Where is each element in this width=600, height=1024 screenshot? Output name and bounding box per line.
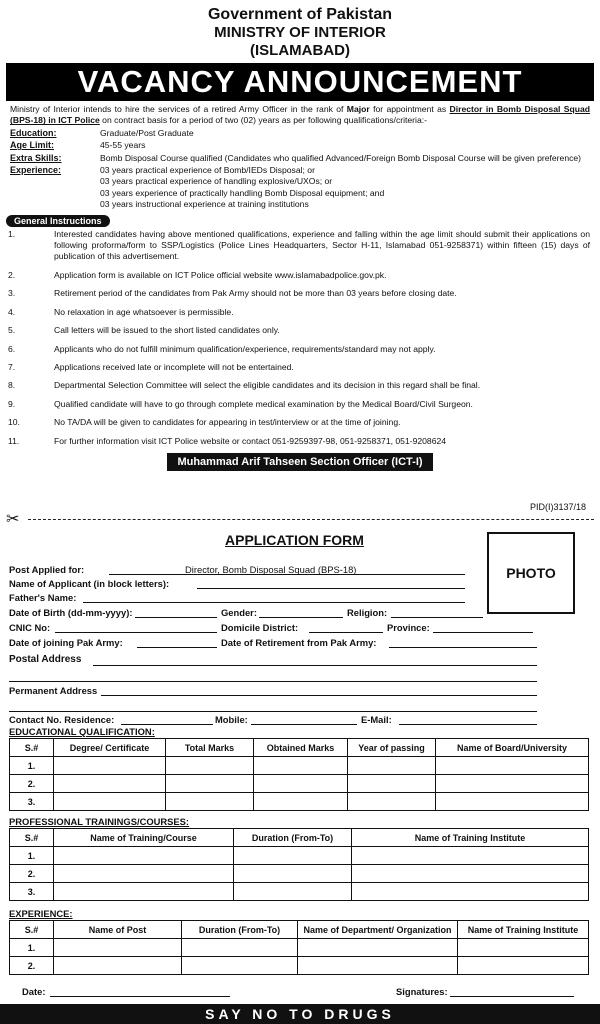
table-cell[interactable] bbox=[54, 939, 182, 957]
instruction-item bbox=[8, 362, 590, 373]
table-cell[interactable] bbox=[254, 757, 348, 775]
instruction-item bbox=[8, 288, 590, 299]
row-number: 2. bbox=[10, 865, 54, 883]
dob-field[interactable] bbox=[135, 608, 217, 618]
photo-box bbox=[487, 532, 575, 614]
signatures-field[interactable] bbox=[450, 987, 574, 997]
column-header: S.# bbox=[10, 829, 54, 847]
instructions-list bbox=[0, 229, 600, 447]
contact-field[interactable] bbox=[121, 715, 213, 725]
qualification-row bbox=[10, 128, 590, 139]
signatures-label: Signatures: bbox=[396, 986, 448, 997]
header-city: (ISLAMABAD) bbox=[250, 42, 350, 59]
intro-text-3: on contract basis for a period of two (02) years as per following qualifications/criteria:- bbox=[99, 115, 427, 126]
table-header-row bbox=[10, 739, 589, 757]
column-header: Name of Board/University bbox=[436, 739, 589, 757]
general-instructions-title: General Instructions bbox=[6, 215, 110, 227]
gender-field[interactable] bbox=[259, 608, 343, 618]
table-cell[interactable] bbox=[234, 865, 352, 883]
table-cell[interactable] bbox=[166, 793, 254, 811]
domicile-label: Domicile District: bbox=[221, 622, 299, 633]
gender-label: Gender: bbox=[221, 607, 257, 618]
trainings-title: PROFESSIONAL TRAININGS/COURSES: bbox=[9, 816, 190, 827]
religion-field[interactable] bbox=[391, 608, 483, 618]
table-cell[interactable] bbox=[166, 775, 254, 793]
cnic-field[interactable] bbox=[55, 623, 217, 633]
instruction-number: 10. bbox=[8, 417, 20, 428]
instruction-text: For further information visit ICT Police website or contact 051-9259397-98, 051-9258371, 051-9208624 bbox=[54, 435, 447, 446]
table-cell[interactable] bbox=[182, 957, 298, 975]
qualification-value: 45-55 years bbox=[100, 140, 146, 151]
post-value: Director, Bomb Disposal Squad (BPS-18) bbox=[185, 564, 357, 575]
instruction-text: Application form is available on ICT Police official website www.islamabadpolice.gov.pk. bbox=[54, 269, 387, 280]
instruction-text: Departmental Selection Committee will select the eligible candidates and its decision in this regard shall be final. bbox=[54, 380, 481, 391]
column-header: Degree/ Certificate bbox=[54, 739, 166, 757]
instruction-text: Interested candidates having above mentioned qualifications, experience and falling within the age limit should submit their applications on following proforma/form to SSP/Logistics (Police Lines Headquarters, Sector H-11, Islamabad 051-9258371) within fifteen (15) days of publication of this advertisement. bbox=[54, 228, 590, 262]
table-row bbox=[10, 865, 589, 883]
table-row bbox=[10, 957, 589, 975]
instruction-item bbox=[8, 380, 590, 391]
table-cell[interactable] bbox=[54, 793, 166, 811]
column-header: Name of Training/Course bbox=[54, 829, 234, 847]
table-cell[interactable] bbox=[458, 957, 589, 975]
table-cell[interactable] bbox=[348, 775, 436, 793]
table-cell[interactable] bbox=[298, 957, 458, 975]
postal-address-field[interactable] bbox=[93, 656, 537, 666]
instruction-number: 6. bbox=[8, 343, 16, 354]
table-row bbox=[10, 775, 589, 793]
instruction-text: Applications received late or incomplete will not be entertained. bbox=[54, 361, 294, 372]
table-cell[interactable] bbox=[54, 957, 182, 975]
pid-number: PID(I)3137/18 bbox=[529, 502, 586, 512]
mobile-label: Mobile: bbox=[215, 714, 248, 725]
dashed-divider bbox=[28, 519, 594, 520]
instruction-number: 8. bbox=[8, 380, 16, 391]
header-government: Government of Pakistan bbox=[207, 6, 393, 23]
intro-text-2: for appointment as bbox=[369, 104, 450, 114]
instruction-item bbox=[8, 325, 590, 336]
applicant-name-field[interactable] bbox=[197, 579, 465, 589]
column-header: Name of Training Institute bbox=[458, 921, 589, 939]
email-label: E-Mail: bbox=[361, 714, 392, 725]
qualification-key: Experience: bbox=[10, 165, 62, 176]
intro-text-1: Ministry of Interior intends to hire the services of a retired Army Officer in the rank of bbox=[10, 104, 347, 114]
experience-table bbox=[9, 920, 589, 975]
table-cell[interactable] bbox=[234, 847, 352, 865]
retirement-date-label: Date of Retirement from Pak Army: bbox=[221, 637, 377, 648]
date-label: Date: bbox=[22, 986, 46, 997]
instruction-item bbox=[8, 344, 590, 355]
instruction-text: Qualified candidate will have to go through complete medical examination by the Medical Board/Civil Surgeon. bbox=[54, 398, 473, 409]
trainings-table bbox=[9, 828, 589, 901]
table-cell[interactable] bbox=[182, 939, 298, 957]
table-cell[interactable] bbox=[54, 775, 166, 793]
qualification-key: Education: bbox=[10, 127, 57, 138]
table-header-row bbox=[10, 921, 589, 939]
dob-label: Date of Birth (dd-mm-yyyy): bbox=[9, 607, 133, 618]
postal-address-label: Postal Address bbox=[9, 654, 82, 665]
post-label: Post Applied for: bbox=[9, 564, 85, 575]
say-no-to-drugs-footer: SAY NO TO DRUGS bbox=[0, 1004, 600, 1024]
domicile-field[interactable] bbox=[309, 623, 383, 633]
row-number: 3. bbox=[10, 883, 54, 901]
column-header: Duration (From-To) bbox=[234, 829, 352, 847]
column-header: Name of Post bbox=[54, 921, 182, 939]
education-table bbox=[9, 738, 589, 811]
table-row bbox=[10, 847, 589, 865]
joining-date-field[interactable] bbox=[137, 638, 217, 648]
column-header: Duration (From-To) bbox=[182, 921, 298, 939]
table-cell[interactable] bbox=[348, 757, 436, 775]
intro-paragraph bbox=[0, 104, 600, 127]
instruction-item bbox=[8, 436, 590, 447]
application-form-title: APPLICATION FORM bbox=[225, 532, 364, 548]
column-header: Name of Department/ Organization bbox=[298, 921, 458, 939]
table-row bbox=[10, 793, 589, 811]
instruction-item bbox=[8, 229, 590, 263]
table-header-row bbox=[10, 829, 589, 847]
table-row bbox=[10, 939, 589, 957]
row-number: 1. bbox=[10, 757, 54, 775]
table-cell[interactable] bbox=[54, 865, 234, 883]
province-field[interactable] bbox=[433, 623, 533, 633]
date-field[interactable] bbox=[50, 987, 230, 997]
mobile-field[interactable] bbox=[251, 715, 357, 725]
instruction-item bbox=[8, 399, 590, 410]
table-cell[interactable] bbox=[352, 883, 589, 901]
table-cell[interactable] bbox=[436, 775, 589, 793]
instruction-text: Applicants who do not fulfill minimum qualification/experience, requirements/standard may not apply. bbox=[54, 343, 436, 354]
qualification-key: Age Limit: bbox=[10, 140, 54, 151]
permanent-address-field[interactable] bbox=[101, 686, 537, 696]
instruction-number: 3. bbox=[8, 288, 16, 299]
instruction-number: 7. bbox=[8, 361, 16, 372]
row-number: 1. bbox=[10, 939, 54, 957]
table-cell[interactable] bbox=[348, 793, 436, 811]
table-row bbox=[10, 757, 589, 775]
table-cell[interactable] bbox=[234, 883, 352, 901]
instruction-number: 9. bbox=[8, 398, 16, 409]
vacancy-banner: VACANCY ANNOUNCEMENT bbox=[6, 63, 594, 101]
table-cell[interactable] bbox=[54, 757, 166, 775]
educational-qualification-title: EDUCATIONAL QUALIFICATION: bbox=[9, 726, 155, 737]
scissors-icon: ✂ bbox=[6, 511, 20, 528]
table-cell[interactable] bbox=[436, 757, 589, 775]
province-label: Province: bbox=[387, 622, 430, 633]
intro-rank: Major bbox=[346, 104, 370, 114]
instruction-text: No TA/DA will be given to candidates for appearing in test/interview or at the time of joining. bbox=[54, 417, 401, 428]
instruction-number: 2. bbox=[8, 269, 16, 280]
retirement-date-field[interactable] bbox=[389, 638, 537, 648]
father-name-field[interactable] bbox=[83, 593, 465, 603]
religion-label: Religion: bbox=[347, 607, 388, 618]
instruction-number: 1. bbox=[8, 228, 16, 239]
row-number: 2. bbox=[10, 957, 54, 975]
permanent-address-field-2[interactable] bbox=[9, 702, 537, 712]
qualification-row bbox=[10, 140, 590, 151]
column-header: S.# bbox=[10, 739, 54, 757]
column-header: Total Marks bbox=[166, 739, 254, 757]
table-cell[interactable] bbox=[352, 847, 589, 865]
cut-line bbox=[6, 512, 594, 526]
qualification-row bbox=[10, 153, 590, 164]
table-cell[interactable] bbox=[54, 847, 234, 865]
qualification-value: 03 years practical experience of Bomb/IEDs Disposal; or 03 years practical experience of handling explosive/UXOs; or 03 years experience of practically handling Bomb Disposal equipment; and 03 years instructional experience at training institutions bbox=[100, 165, 385, 210]
instruction-item bbox=[8, 307, 590, 318]
column-header: S.# bbox=[10, 921, 54, 939]
instruction-number: 11. bbox=[8, 435, 20, 446]
table-cell[interactable] bbox=[352, 865, 589, 883]
qualification-row bbox=[10, 165, 590, 211]
qualification-value: Graduate/Post Graduate bbox=[100, 127, 194, 138]
experience-title: EXPERIENCE: bbox=[9, 908, 73, 919]
table-cell[interactable] bbox=[436, 793, 589, 811]
table-cell[interactable] bbox=[298, 939, 458, 957]
instruction-text: No relaxation in age whatsoever is permissible. bbox=[54, 306, 234, 317]
email-field[interactable] bbox=[399, 715, 537, 725]
row-number: 1. bbox=[10, 847, 54, 865]
table-cell[interactable] bbox=[166, 757, 254, 775]
instruction-item bbox=[8, 270, 590, 281]
column-header: Year of passing bbox=[348, 739, 436, 757]
table-cell[interactable] bbox=[54, 883, 234, 901]
instruction-text: Retirement period of the candidates from Pak Army should not be more than 03 years before closing date. bbox=[54, 288, 457, 299]
instruction-number: 4. bbox=[8, 306, 16, 317]
photo-label: PHOTO bbox=[506, 565, 556, 581]
table-cell[interactable] bbox=[458, 939, 589, 957]
qualification-key: Extra Skills: bbox=[10, 152, 62, 163]
cnic-label: CNIC No: bbox=[9, 622, 51, 633]
table-cell[interactable] bbox=[254, 793, 348, 811]
instruction-number: 5. bbox=[8, 325, 16, 336]
instruction-text: Call letters will be issued to the short listed candidates only. bbox=[54, 325, 280, 336]
row-number: 2. bbox=[10, 775, 54, 793]
father-name-label: Father's Name: bbox=[9, 592, 77, 603]
table-cell[interactable] bbox=[254, 775, 348, 793]
applicant-name-label: Name of Applicant (in block letters): bbox=[9, 578, 170, 589]
contact-label: Contact No. Residence: bbox=[9, 714, 115, 725]
header-ministry: MINISTRY OF INTERIOR bbox=[214, 24, 386, 41]
qualification-value: Bomb Disposal Course qualified (Candidates who qualified Advanced/Foreign Bomb Disposal Course will be given preference) bbox=[100, 152, 582, 163]
qualifications-list bbox=[0, 128, 600, 211]
column-header: Name of Training Institute bbox=[352, 829, 589, 847]
permanent-address-label: Permanent Address bbox=[9, 685, 98, 696]
intro-post: Director in Bomb Disposal Squad (BPS-18) in ICT Police bbox=[10, 104, 590, 126]
column-header: Obtained Marks bbox=[254, 739, 348, 757]
table-row bbox=[10, 883, 589, 901]
signatory-name: Muhammad Arif Tahseen Section Officer (ICT-I) bbox=[167, 453, 432, 471]
joining-date-label: Date of joining Pak Army: bbox=[9, 637, 123, 648]
postal-address-field-2[interactable] bbox=[9, 672, 537, 682]
instruction-item bbox=[8, 417, 590, 428]
signatory-block bbox=[0, 452, 600, 471]
row-number: 3. bbox=[10, 793, 54, 811]
